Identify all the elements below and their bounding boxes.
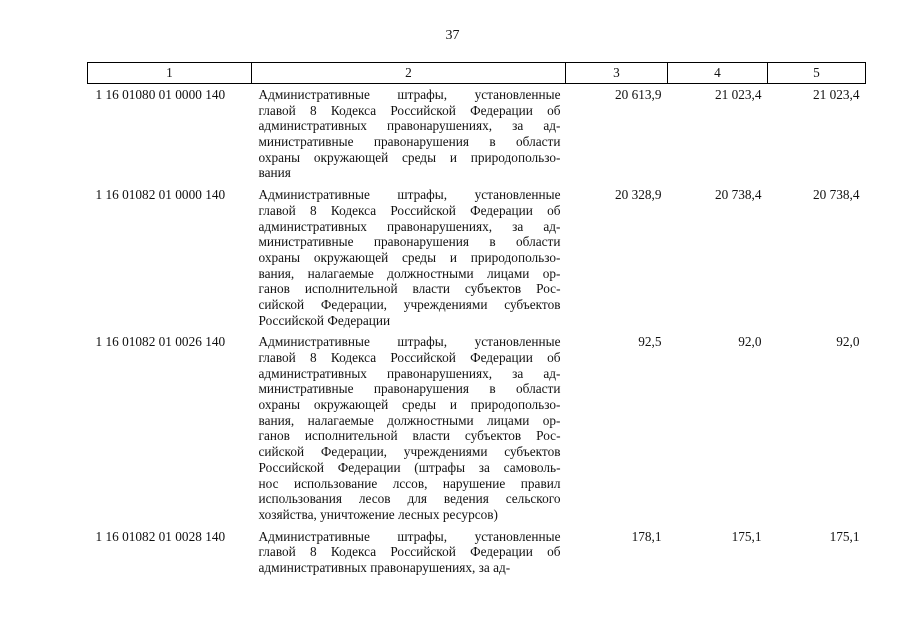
row-code: 1 16 01082 01 0026 140 [95,334,226,350]
description-line: охраны окружающей среды и природопользо- [258,149,561,165]
description-line: административных правонарушениях, за ад- [258,218,561,234]
row-value-5: 20 738,4 [812,187,860,203]
row-description [252,525,566,578]
table-row [88,84,866,184]
row-value-4: 175,1 [731,528,762,544]
description-line: Административные штрафы, установленные [258,334,561,350]
column-header-1: 1 [88,63,252,84]
description-line: министративные правонарушения в области [258,381,561,397]
description-line: главой 8 Кодекса Российской Федерации об [258,202,561,218]
table-body [88,84,866,578]
description-line: главой 8 Кодекса Российской Федерации об [258,350,561,365]
description-line: Административные штрафы, установленные [258,528,561,544]
description-line: министративные правонарушения в области [258,234,561,250]
table-row [88,330,866,524]
row-code: 1 16 01080 01 0000 140 [95,87,226,102]
column-header-4: 4 [668,63,768,84]
description-line: вания, налагаемые должностными лицами ор- [258,265,561,281]
table-row [88,525,866,578]
table-row [88,183,866,330]
description-line: ганов исполнительной власти субъектов Рос- [258,428,561,444]
header-row [88,63,866,84]
row-value-3: 178,1 [631,528,662,544]
description-line: хозяйства, уничтожение лесных ресурсов) [258,506,498,522]
row-value-3: 20 613,9 [614,87,662,102]
description-line: главой 8 Кодекса Российской Федерации об [258,544,561,560]
table-header [88,63,866,84]
row-value-3: 20 328,9 [614,187,662,203]
row-value-5: 175,1 [829,528,860,544]
row-code: 1 16 01082 01 0028 140 [95,528,226,544]
description-line: вания, налагаемые должностными лицами ор- [258,412,561,428]
description-line: главой 8 Кодекса Российской Федерации об [258,102,561,118]
row-description [252,330,566,524]
description-line: министративные правонарушения в области [258,134,561,150]
row-value-3: 92,5 [638,334,662,350]
budget-table [87,62,866,578]
description-line: использования лесов для ведения сельского [258,491,561,507]
description-line: охраны окружающей среды и природопользо- [258,249,561,265]
description-line: административных правонарушениях, за ад- [258,118,561,134]
description-line: сийской Федерации, учреждениями субъектов [258,444,561,460]
description-line: Российской Федерации (штрафы за самоволь- [258,459,561,475]
row-code: 1 16 01082 01 0000 140 [95,187,226,203]
description-line: административных правонарушениях, за ад- [258,559,511,575]
description-line: нос использование лссов, нарушение правил [258,475,561,491]
row-value-4: 92,0 [738,334,762,350]
row-value-5: 92,0 [836,334,860,350]
page-number: 37 [445,28,460,43]
row-description [252,84,566,184]
row-description [252,183,566,330]
column-header-5: 5 [768,63,866,84]
description-line: вания [258,165,291,181]
description-line: ганов исполнительной власти субъектов Рос- [258,281,561,297]
description-line: охраны окружающей среды и природопользо- [258,397,561,413]
column-header-3: 3 [566,63,668,84]
description-line: сийской Федерации, учреждениями субъектов [258,296,561,312]
description-line: Административные штрафы, установленные [258,87,561,102]
row-value-4: 21 023,4 [714,87,762,102]
description-line: административных правонарушениях, за ад- [258,365,561,381]
column-header-2: 2 [252,63,566,84]
description-line: Российской Федерации [258,312,391,328]
row-value-4: 20 738,4 [714,187,762,203]
row-value-5: 21 023,4 [812,87,860,102]
description-line: Административные штрафы, установленные [258,187,561,203]
